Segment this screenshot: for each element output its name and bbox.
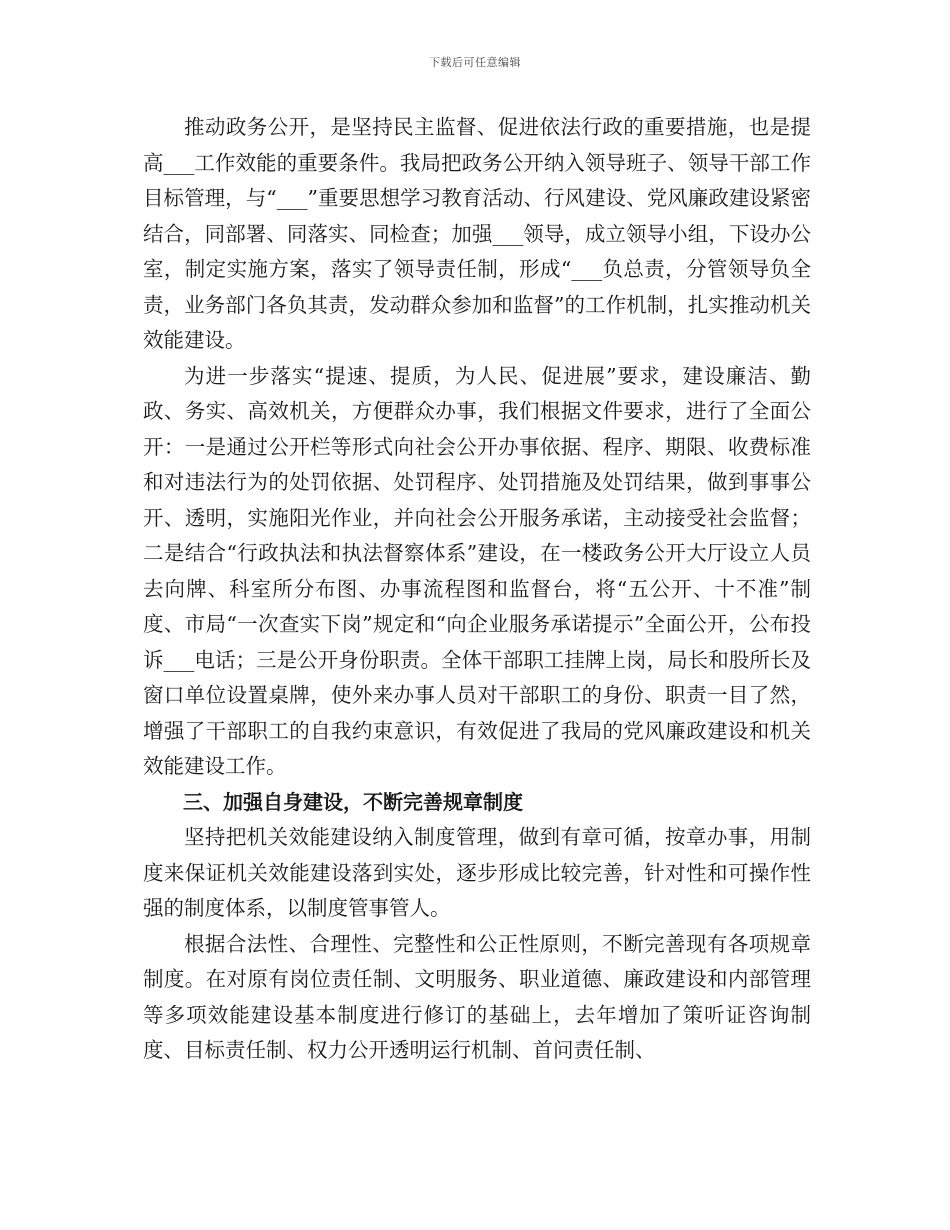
document-body [143,110,811,1069]
paragraph-1: 推动政务公开，是坚持民主监督、促进依法行政的重要措施，也是提高___工作效能的重要条件。我局把政务公开纳入领导班子、领导干部工作目标管理，与“___”重要思想学习教育活动、行风建设、党风廉政建设紧密结合，同部署、同落实、同检查；加强___领导，成立领导小组，下设办公室，制定实施方案，落实了领导责任制，形成“___负总责，分管领导负全责，业务部门各负其责，发动群众参加和监督”的工作机制，扎实推动机关效能建设。 [143,115,811,352]
page-header: 下载后可任意编辑 [429,56,521,69]
section-heading: 三、加强自身建设，不断完善规章制度 [183,789,523,814]
paragraph-3: 坚持把机关效能建设纳入制度管理，做到有章可循，按章办事，用制度来保证机关效能建设落到实处，逐步形成比较完善，针对性和可操作性强的制度体系，以制度管事管人。 [143,825,811,920]
paragraph-2: 为进一步落实“提速、提质，为人民、促进展”要求，建设廉洁、勤政、务实、高效机关，方便群众办事，我们根据文件要求，进行了全面公开：一是通过公开栏等形式向社会公开办事依据、程序、期限、收费标准和对违法行为的处罚依据、处罚程序、处罚措施及处罚结果，做到事事公开、透明，实施阳光作业，并向社会公开服务承诺，主动接受社会监督；二是结合“行政执法和执法督察体系”建设，在一楼政务公开大厅设立人员去向牌、科室所分布图、办事流程图和监督台，将“五公开、十不准”制度、市局“一次查实下岗”规定和“向企业服务承诺提示”全面公开，公布投诉___电话；三是公开身份职责。全体干部职工挂牌上岗，局长和股所长及窗口单位设置桌牌，使外来办事人员对干部职工的身份、职责一目了然，增强了干部职工的自我约束意识，有效促进了我局的党风廉政建设和机关效能建设工作。 [143,363,811,778]
paragraph-4: 根据合法性、合理性、完整性和公正性原则，不断完善现有各项规章制度。在对原有岗位责任制、文明服务、职业道德、廉政建设和内部管理等多项效能建设基本制度进行修订的基础上，去年增加了策听证咨询制度、目标责任制、权力公开透明运行机制、首问责任制、 [143,931,811,1062]
